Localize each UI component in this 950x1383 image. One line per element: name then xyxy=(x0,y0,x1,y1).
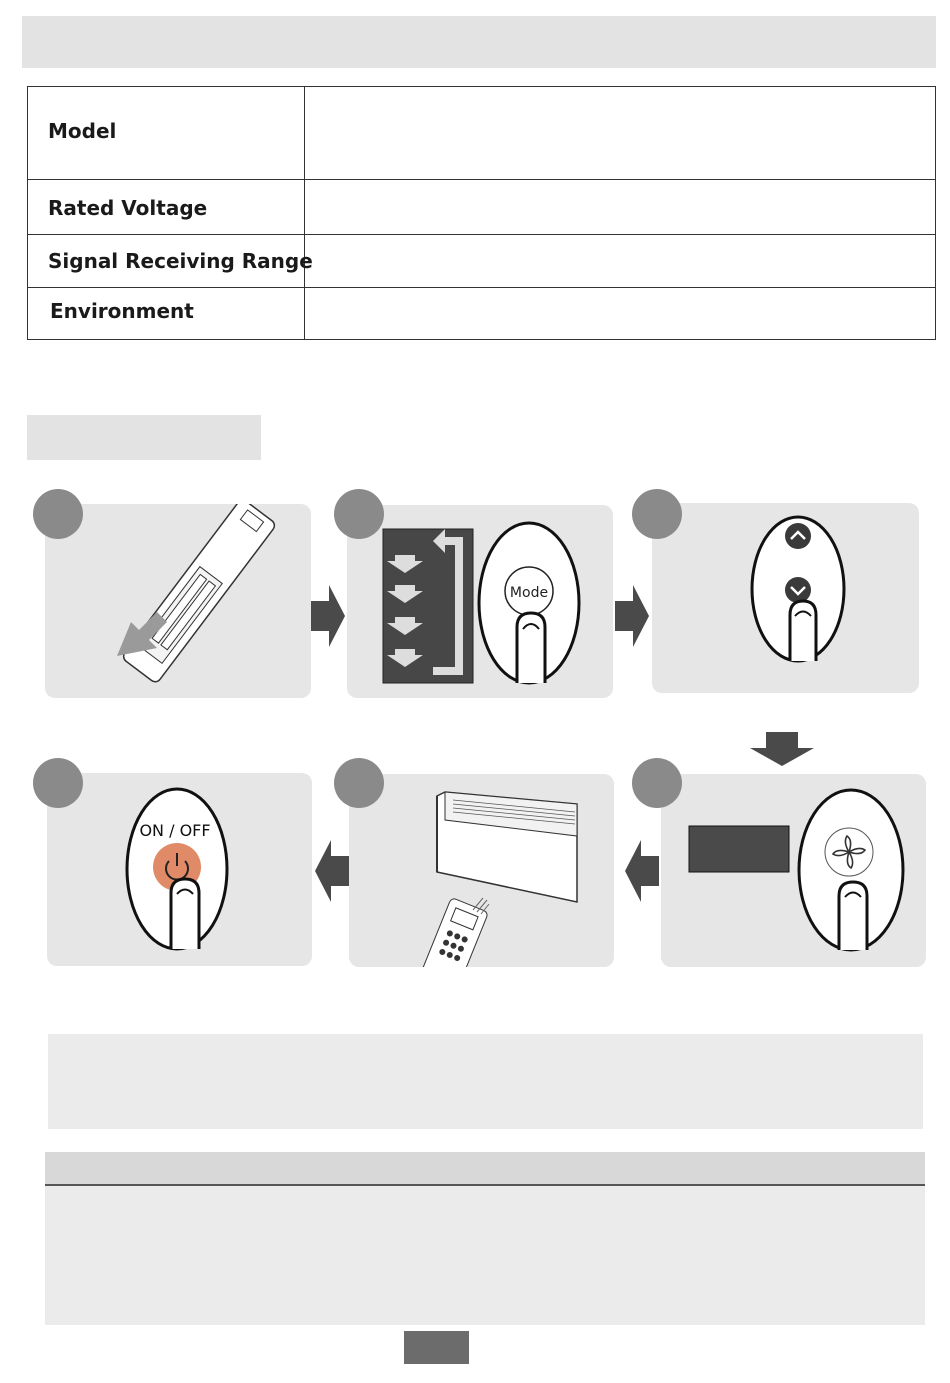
spec-label: Signal Receiving Range xyxy=(48,249,313,273)
mode-button-label: Mode xyxy=(509,585,549,601)
remote-battery-illustration xyxy=(45,504,311,698)
step-marker-2 xyxy=(334,489,384,539)
step-marker-3 xyxy=(632,489,682,539)
spec-row-signal-range xyxy=(28,235,935,288)
onoff-label: ON / OFF xyxy=(139,821,211,840)
arrow-right-icon xyxy=(311,585,347,647)
section-heading-bar xyxy=(27,415,261,460)
spec-row-model xyxy=(28,87,935,180)
mode-select-illustration xyxy=(347,505,613,698)
spec-label: Environment xyxy=(50,299,194,323)
lower-section-body xyxy=(45,1186,925,1325)
step-marker-5 xyxy=(334,758,384,808)
step-panel-3 xyxy=(652,503,919,693)
step-panel-5 xyxy=(349,774,614,967)
arrow-left-icon xyxy=(313,840,349,902)
step-panel-4 xyxy=(661,774,926,967)
step-panel-2 xyxy=(347,505,613,698)
indoor-unit-illustration xyxy=(349,774,614,967)
arrow-down-icon xyxy=(750,732,814,768)
arrow-left-icon xyxy=(623,840,659,902)
lower-section-header xyxy=(45,1152,925,1186)
spec-label: Model xyxy=(48,119,117,143)
spec-row-environment xyxy=(28,288,935,340)
spec-label: Rated Voltage xyxy=(48,196,208,220)
spec-table xyxy=(27,86,936,340)
step-marker-4 xyxy=(632,758,682,808)
power-button-illustration xyxy=(47,773,312,966)
fan-speed-illustration xyxy=(661,774,926,967)
note-box xyxy=(48,1034,923,1129)
step-marker-6 xyxy=(33,758,83,808)
header-bar xyxy=(22,16,936,68)
spec-row-rated-voltage xyxy=(28,180,935,235)
page-number-block xyxy=(404,1331,469,1364)
arrow-right-icon xyxy=(615,585,651,647)
temperature-buttons-illustration xyxy=(652,503,919,693)
step-marker-1 xyxy=(33,489,83,539)
step-panel-6 xyxy=(47,773,312,966)
step-panel-1 xyxy=(45,504,311,698)
